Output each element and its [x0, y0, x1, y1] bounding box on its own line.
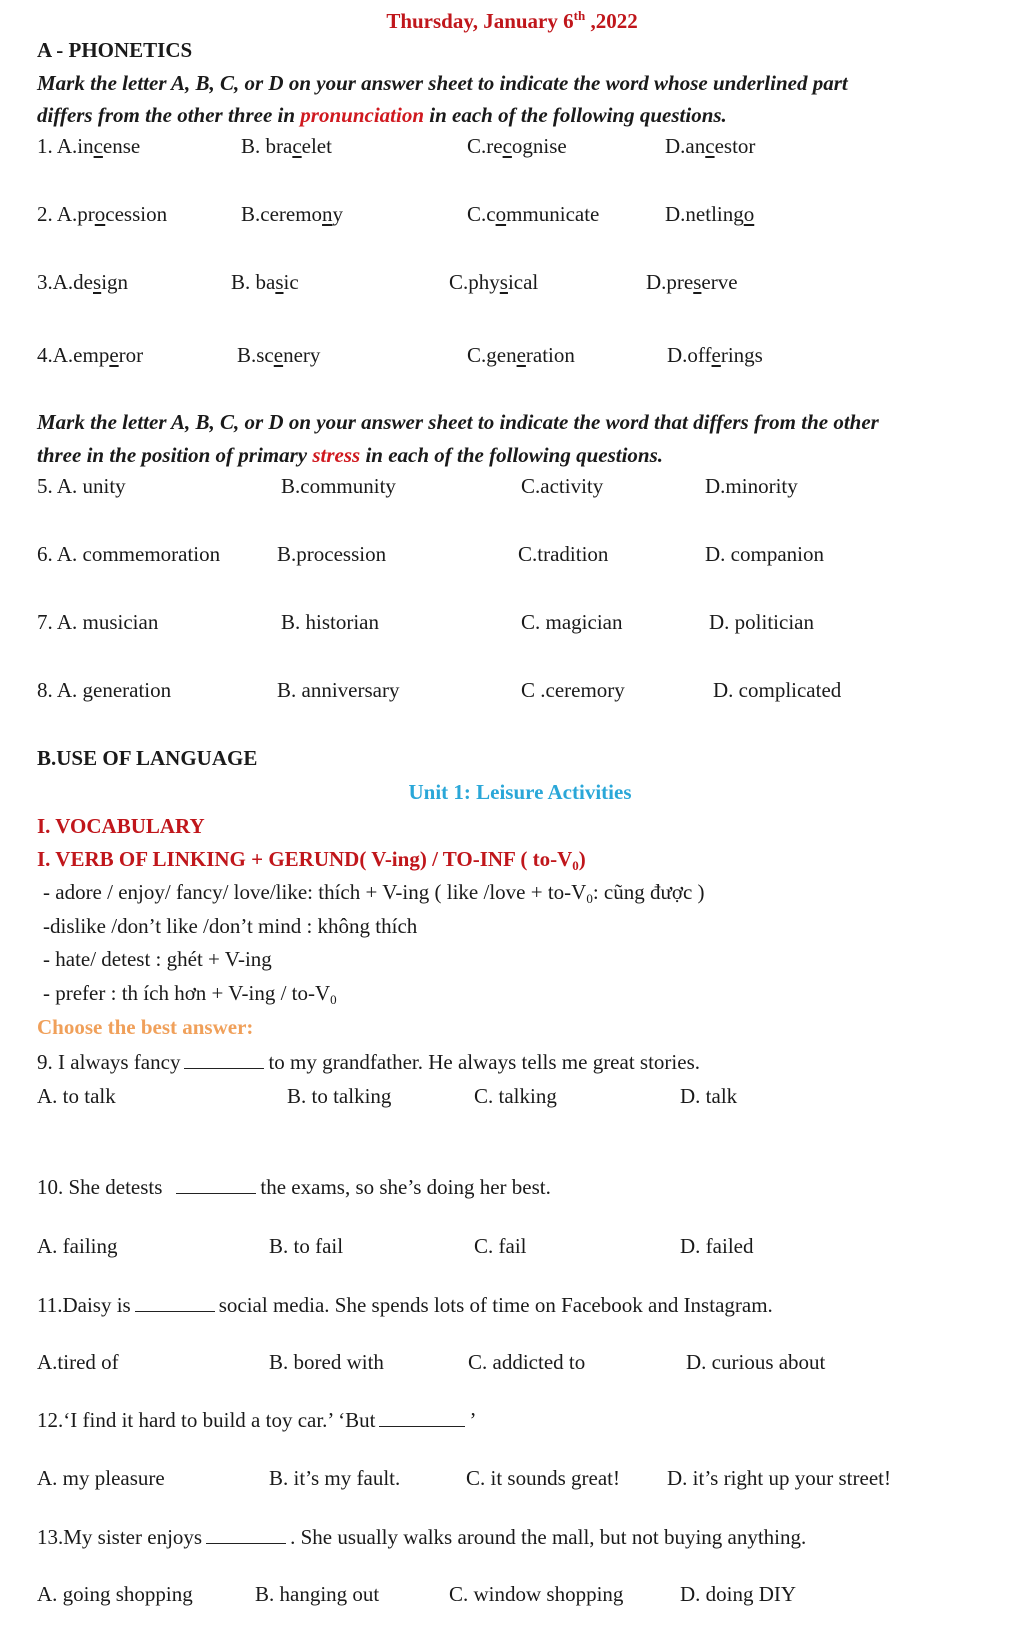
q8-option-c: C .ceremory — [521, 678, 625, 702]
q12-stem: 12.‘I find it hard to build a toy car.’ ‘But ’ — [37, 1408, 477, 1432]
q12-option-d: D. it’s right up your street! — [667, 1466, 891, 1490]
q11-option-c: C. addicted to — [468, 1350, 586, 1374]
q7-option-a: 7. A. musician — [37, 610, 159, 634]
unit-1-title: Unit 1: Leisure Activities — [408, 780, 632, 804]
q2-option-a: 2. A.procession — [37, 202, 168, 226]
page-date: Thursday, January 6th ,2022 — [386, 8, 638, 33]
q13-option-a: A. going shopping — [37, 1582, 193, 1606]
q11-blank — [135, 1291, 215, 1312]
q12-blank — [379, 1406, 465, 1427]
instruction-pronunciation-line2: differs from the other three in pronunciation in each of the following questions. — [37, 103, 727, 127]
rule-prefer: - prefer : th ích hơn + V-ing / to-V0 — [43, 981, 337, 1007]
q9-stem: 9. I always fancy to my grandfather. He always tells me great stories. — [37, 1050, 700, 1074]
q1-option-a: 1. A.incense — [37, 134, 141, 158]
q13-stem: 13.My sister enjoys . She usually walks around the mall, but not buying anything. — [37, 1525, 807, 1549]
q2-option-c: C.communicate — [467, 202, 600, 226]
q10-stem: 10. She detests the exams, so she’s doing her best. — [37, 1175, 551, 1199]
instruction-stress-line1: Mark the letter A, B, C, or D on your answer sheet to indicate the word that differs from the other — [37, 410, 879, 434]
q9-option-a: A. to talk — [37, 1084, 116, 1108]
section-a-heading: A - PHONETICS — [37, 38, 193, 62]
instruction-pronunciation-line1: Mark the letter A, B, C, or D on your answer sheet to indicate the word whose underlined part — [37, 71, 848, 95]
q12-option-b: B. it’s my fault. — [269, 1466, 401, 1490]
q11-stem: 11.Daisy is social media. She spends lots of time on Facebook and Instagram. — [37, 1293, 773, 1317]
q9-blank — [184, 1048, 264, 1069]
q6-option-a: 6. A. commemoration — [37, 542, 221, 566]
q8-option-a: 8. A. generation — [37, 678, 172, 702]
q1-option-d: D.ancestor — [665, 134, 756, 158]
q8-option-d: D. complicated — [713, 678, 842, 702]
q6-option-c: C.tradition — [518, 542, 609, 566]
instruction-stress-line2: three in the position of primary stress in each of the following questions. — [37, 443, 664, 467]
q1-option-b: B. bracelet — [241, 134, 332, 158]
choose-best-answer-heading: Choose the best answer: — [37, 1015, 254, 1039]
q7-option-c: C. magician — [521, 610, 623, 634]
q13-option-c: C. window shopping — [449, 1582, 624, 1606]
q3-option-d: D.preserve — [646, 270, 738, 294]
q3-option-b: B. basic — [231, 270, 299, 294]
q2-option-b: B.ceremony — [241, 202, 344, 226]
rule-hate-detest: - hate/ detest : ghét + V-ing — [43, 947, 272, 971]
q10-option-b: B. to fail — [269, 1234, 344, 1258]
q5-option-c: C.activity — [521, 474, 604, 498]
q7-option-b: B. historian — [281, 610, 379, 634]
q8-option-b: B. anniversary — [277, 678, 400, 702]
q11-option-b: B. bored with — [269, 1350, 384, 1374]
q7-option-d: D. politician — [709, 610, 814, 634]
q12-option-a: A. my pleasure — [37, 1466, 165, 1490]
q10-blank — [176, 1173, 256, 1194]
q6-option-b: B.procession — [277, 542, 387, 566]
q4-option-b: B.scenery — [237, 343, 321, 367]
vocabulary-heading: I. VOCABULARY — [37, 814, 205, 838]
q11-option-a: A.tired of — [37, 1350, 119, 1374]
q2-option-d: D.netlingo — [665, 202, 755, 226]
q12-option-c: C. it sounds great! — [466, 1466, 620, 1490]
q1-option-c: C.recognise — [467, 134, 567, 158]
q4-option-a: 4.A.emperor — [37, 343, 144, 367]
q3-option-c: C.physical — [449, 270, 539, 294]
q9-option-b: B. to talking — [287, 1084, 392, 1108]
q13-blank — [206, 1523, 286, 1544]
rule-dislike: -dislike /don’t like /don’t mind : không thích — [43, 914, 418, 938]
q10-option-c: C. fail — [474, 1234, 527, 1258]
q10-option-a: A. failing — [37, 1234, 118, 1258]
q6-option-d: D. companion — [705, 542, 824, 566]
q5-option-b: B.community — [281, 474, 396, 498]
q4-option-d: D.offerings — [667, 343, 763, 367]
rule-adore-enjoy: - adore / enjoy/ fancy/ love/like: thích + V-ing ( like /love + to-V0: cũng được ) — [43, 880, 705, 906]
q5-option-d: D.minority — [705, 474, 798, 498]
q13-option-d: D. doing DIY — [680, 1582, 797, 1606]
q4-option-c: C.generation — [467, 343, 575, 367]
q11-option-d: D. curious about — [686, 1350, 826, 1374]
verb-linking-heading: I. VERB OF LINKING + GERUND( V-ing) / TO-INF ( to-V0) — [37, 847, 586, 873]
q9-option-c: C. talking — [474, 1084, 557, 1108]
q10-option-d: D. failed — [680, 1234, 754, 1258]
section-b-heading: B.USE OF LANGUAGE — [37, 746, 258, 770]
q9-option-d: D. talk — [680, 1084, 738, 1108]
q13-option-b: B. hanging out — [255, 1582, 380, 1606]
q5-option-a: 5. A. unity — [37, 474, 126, 498]
q3-option-a: 3.A.design — [37, 270, 129, 294]
